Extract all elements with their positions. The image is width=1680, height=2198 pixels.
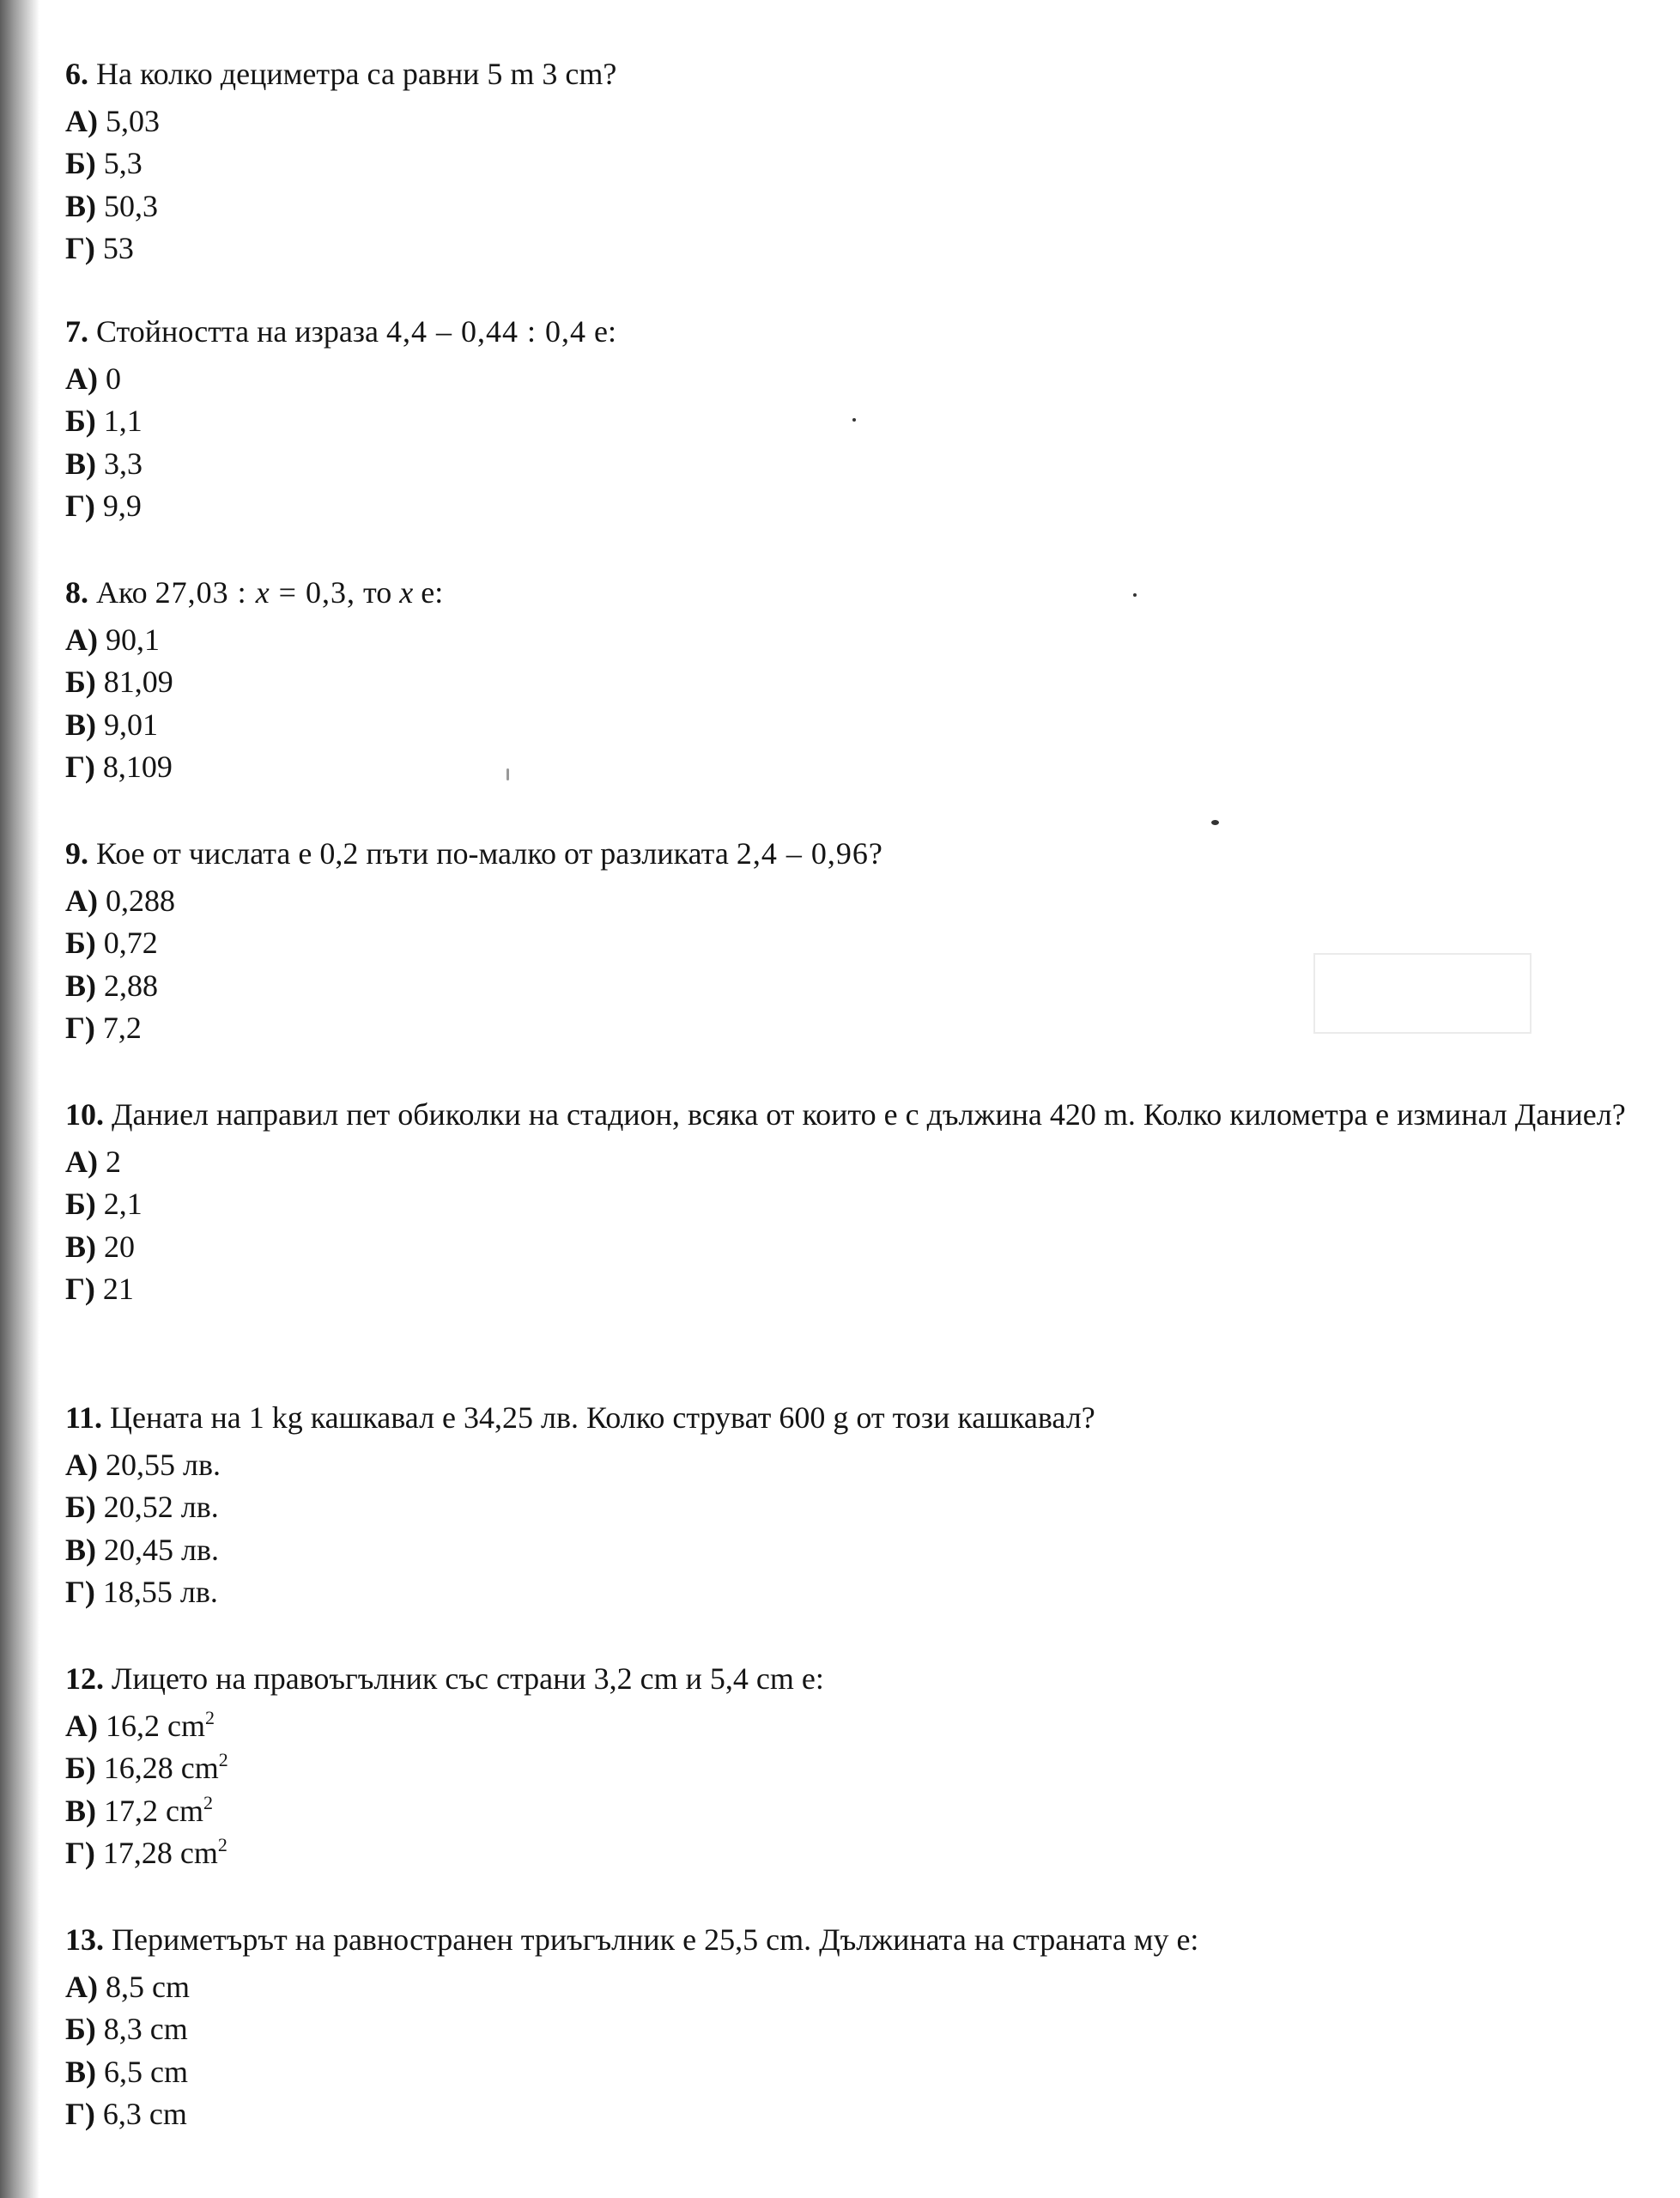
option-value: 8,109	[102, 749, 173, 784]
option-value: 1,1	[103, 404, 143, 439]
answer-option-v[interactable]	[65, 965, 1645, 1007]
answer-option-b[interactable]	[65, 922, 1645, 964]
question-10	[65, 1094, 1645, 1310]
answer-options	[65, 1141, 1645, 1310]
math-part: 27,03 :	[155, 575, 256, 610]
option-letter: В)	[65, 2054, 96, 2089]
question-number: 7.	[65, 314, 88, 349]
answer-option-g[interactable]	[65, 1832, 1645, 1874]
answer-options	[65, 1705, 1645, 1874]
option-value: 2,1	[103, 1187, 143, 1222]
option-value: 5,03	[106, 104, 160, 138]
option-letter: Г)	[65, 1574, 95, 1609]
option-letter: Г)	[65, 749, 95, 784]
option-letter: А)	[65, 1970, 98, 2004]
unit-exponent: 2	[217, 1833, 227, 1855]
option-letter: А)	[65, 883, 98, 918]
answer-option-b[interactable]	[65, 661, 1645, 703]
scan-speck	[1211, 820, 1219, 825]
question-text: Даниел направил пет обиколки на стадион, всяка от които е с дължина 420 m. Колко километра е изминал Даниел?	[112, 1097, 1626, 1132]
option-value: 20,55 лв.	[106, 1448, 221, 1482]
math-variable: x	[255, 575, 270, 610]
answer-option-a[interactable]	[65, 619, 1645, 661]
answer-option-b[interactable]	[65, 400, 1645, 442]
answer-options	[65, 1966, 1645, 2135]
option-value: 9,9	[102, 488, 142, 523]
option-letter: В)	[65, 1229, 96, 1264]
math-expression: 4,4 – 0,44 : 0,4	[386, 314, 587, 349]
answer-option-v[interactable]	[65, 704, 1645, 746]
math-expression: 2,4 – 0,96?	[736, 836, 883, 871]
answer-option-v[interactable]	[65, 1226, 1645, 1268]
question-text: Ако	[96, 575, 148, 610]
option-letter: Г)	[65, 1010, 95, 1045]
question-text-mid: то	[362, 575, 392, 610]
answer-option-g[interactable]	[65, 746, 1645, 788]
math-variable: x	[399, 575, 414, 610]
question-stem	[65, 1397, 1645, 1439]
option-value: 21	[102, 1271, 134, 1306]
question-number: 6.	[65, 57, 88, 91]
option-value: 5,3	[103, 146, 143, 181]
option-letter: Г)	[65, 230, 95, 265]
answer-option-b[interactable]	[65, 1747, 1645, 1789]
answer-option-v[interactable]	[65, 2051, 1645, 2093]
option-letter: Б)	[65, 1751, 96, 1786]
answer-option-b[interactable]	[65, 2008, 1645, 2050]
question-text: На колко дециметра са равни 5 m 3 cm?	[96, 57, 617, 91]
question-stem	[65, 1919, 1645, 1961]
option-value: 6,3 cm	[102, 2096, 187, 2131]
question-stem	[65, 572, 1645, 614]
option-value: 6,5 cm	[104, 2054, 188, 2089]
option-letter: А)	[65, 104, 98, 138]
option-value: 0,72	[103, 926, 158, 961]
option-value: 81,09	[103, 665, 173, 700]
option-value: 53	[102, 230, 134, 265]
option-value: 16,28 cm	[103, 1751, 219, 1786]
answer-option-g[interactable]	[65, 1268, 1645, 1310]
answer-option-a[interactable]	[65, 358, 1645, 400]
answer-options	[65, 880, 1645, 1049]
question-stem	[65, 1094, 1645, 1136]
question-number: 8.	[65, 575, 88, 610]
answer-options	[65, 1444, 1645, 1613]
question-stem	[65, 311, 1645, 353]
question-6	[65, 53, 1645, 270]
question-text-end: е:	[594, 314, 616, 349]
option-letter: А)	[65, 361, 98, 396]
question-stem	[65, 1658, 1645, 1700]
question-text: Лицето на правоъгълник със страни 3,2 cm и 5,4 cm е:	[112, 1661, 824, 1696]
option-letter: Б)	[65, 1187, 96, 1222]
option-value: 0,288	[106, 883, 175, 918]
option-value: 90,1	[106, 622, 160, 657]
answer-option-a[interactable]	[65, 1141, 1645, 1183]
answer-option-v[interactable]	[65, 1790, 1645, 1832]
option-letter: В)	[65, 707, 96, 742]
option-letter: А)	[65, 1448, 98, 1482]
question-stem	[65, 53, 1645, 95]
option-letter: Б)	[65, 665, 96, 700]
question-text: Цената на 1 kg кашкавал е 34,25 лв. Колко струват 600 g от този кашкавал?	[110, 1400, 1095, 1435]
math-expression	[155, 575, 355, 610]
option-value: 18,55 лв.	[102, 1574, 218, 1609]
question-text: Стойността на израза	[96, 314, 379, 349]
option-value: 0	[106, 361, 121, 396]
option-value: 7,2	[102, 1010, 142, 1045]
option-value: 3,3	[104, 446, 143, 481]
answer-options	[65, 358, 1645, 527]
answer-option-a[interactable]	[65, 1966, 1645, 2008]
answer-option-a[interactable]	[65, 880, 1645, 922]
question-12	[65, 1658, 1645, 1874]
option-letter: Б)	[65, 2012, 96, 2047]
option-letter: Б)	[65, 926, 96, 961]
binding-shadow	[0, 0, 39, 2198]
answer-option-v[interactable]	[65, 443, 1645, 485]
option-value: 20,52 лв.	[103, 1490, 219, 1525]
question-number: 10.	[65, 1097, 104, 1132]
question-number: 9.	[65, 836, 88, 871]
question-13	[65, 1919, 1645, 2135]
question-stem	[65, 833, 1645, 875]
option-letter: А)	[65, 1709, 98, 1743]
option-letter: Г)	[65, 2096, 95, 2131]
unit-exponent: 2	[203, 1791, 213, 1813]
option-letter: В)	[65, 188, 96, 223]
answer-option-a[interactable]	[65, 1444, 1645, 1486]
option-value: 50,3	[104, 188, 158, 223]
question-number: 13.	[65, 1922, 104, 1957]
option-value: 20,45 лв.	[104, 1532, 219, 1567]
question-number: 11.	[65, 1400, 103, 1435]
question-9	[65, 833, 1645, 1049]
option-letter: В)	[65, 968, 96, 1003]
option-letter: А)	[65, 1145, 98, 1179]
answer-option-g[interactable]	[65, 1007, 1645, 1049]
option-letter: Б)	[65, 404, 96, 439]
option-value: 8,3 cm	[103, 2012, 188, 2047]
question-text-end: е:	[421, 575, 444, 610]
question-8	[65, 572, 1645, 788]
answer-option-b[interactable]	[65, 1183, 1645, 1225]
answer-option-g[interactable]	[65, 2093, 1645, 2135]
answer-options	[65, 619, 1645, 788]
option-value: 17,28 cm	[102, 1835, 218, 1870]
option-value: 17,2 cm	[104, 1793, 203, 1828]
question-text: Периметърът на равностранен триъгълник е 25,5 cm. Дължината на страната му е:	[112, 1922, 1199, 1957]
answer-option-g[interactable]	[65, 1571, 1645, 1613]
answer-option-a[interactable]	[65, 100, 1645, 143]
option-value: 8,5 cm	[106, 1970, 190, 2004]
answer-option-b[interactable]	[65, 143, 1645, 185]
option-letter: В)	[65, 1793, 96, 1828]
unit-exponent: 2	[204, 1707, 215, 1728]
option-letter: Г)	[65, 1271, 95, 1306]
option-letter: В)	[65, 446, 96, 481]
answer-option-g[interactable]	[65, 228, 1645, 270]
answer-option-b[interactable]	[65, 1486, 1645, 1528]
option-letter: А)	[65, 622, 98, 657]
option-value: 9,01	[104, 707, 158, 742]
math-part: = 0,3,	[270, 575, 355, 610]
question-7	[65, 311, 1645, 527]
option-letter: В)	[65, 1532, 96, 1567]
question-text: Кое от числата е 0,2 пъти по-малко от разликата	[96, 836, 729, 871]
answer-option-a[interactable]	[65, 1705, 1645, 1747]
question-number: 12.	[65, 1661, 104, 1696]
option-value: 2	[106, 1145, 121, 1179]
option-value: 20	[104, 1229, 135, 1264]
option-letter: Г)	[65, 488, 95, 523]
answer-option-v[interactable]	[65, 185, 1645, 228]
answer-option-v[interactable]	[65, 1529, 1645, 1571]
option-value: 2,88	[104, 968, 158, 1003]
answer-option-g[interactable]	[65, 485, 1645, 527]
question-11	[65, 1397, 1645, 1613]
answer-options	[65, 100, 1645, 270]
unit-exponent: 2	[218, 1749, 228, 1771]
option-letter: Б)	[65, 146, 96, 181]
option-letter: Б)	[65, 1490, 96, 1525]
option-letter: Г)	[65, 1835, 95, 1870]
option-value: 16,2 cm	[106, 1709, 205, 1743]
